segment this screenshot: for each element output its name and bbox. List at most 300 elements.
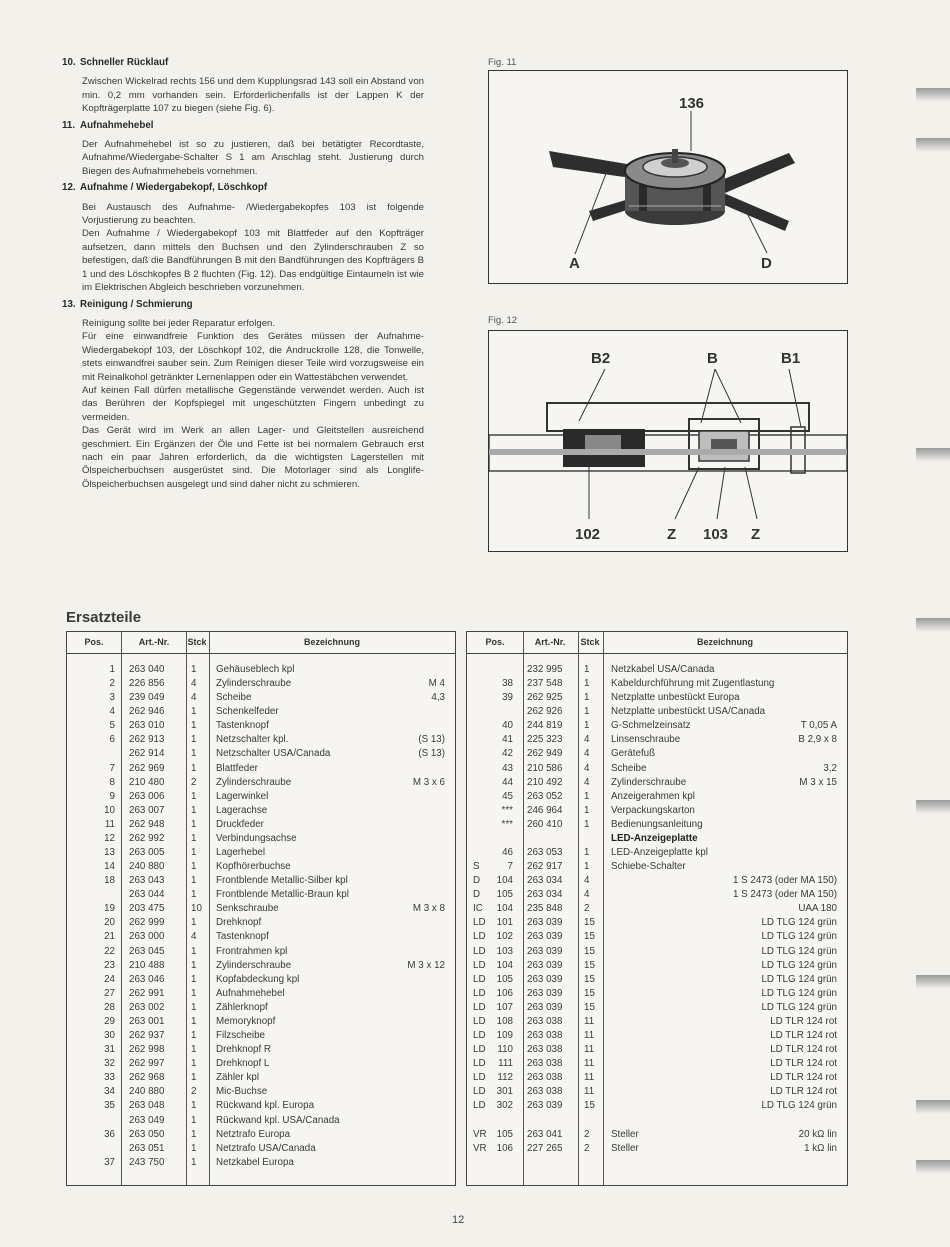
fig12-callout-z1: Z	[667, 526, 677, 543]
table-row	[467, 691, 847, 705]
cell-pos: 39	[502, 692, 513, 704]
cell-pos: 8	[109, 776, 115, 788]
cell-stck: 15	[584, 1100, 595, 1112]
cell-art: 262 926	[527, 706, 563, 718]
table-row	[467, 1128, 847, 1142]
cell-pos: 105	[496, 889, 513, 901]
cell-stck: 4	[584, 875, 590, 887]
section-number: 11.	[62, 119, 76, 131]
cell-pos: 106	[496, 1142, 513, 1154]
cell-art: 263 039	[527, 917, 563, 929]
fig11-drawing	[488, 70, 848, 284]
ersatzteile-title: Ersatzteile	[66, 609, 142, 626]
cell-stck: 1	[191, 734, 197, 746]
cell-art: 263 050	[129, 1128, 165, 1140]
table-row	[467, 1085, 847, 1099]
table-row	[67, 762, 455, 776]
cell-prefix: D	[473, 889, 481, 901]
cell-prefix: LD	[473, 973, 486, 985]
cell-spec: LD TLR 124 rot	[770, 1015, 837, 1027]
cell-desc: Zähler kpl	[216, 1072, 260, 1084]
cell-art: 262 914	[129, 748, 165, 760]
cell-desc: Drehknopf R	[216, 1044, 271, 1056]
cell-pos: 22	[104, 945, 115, 957]
section-number: 10.	[62, 57, 76, 68]
cell-art: 263 040	[129, 664, 165, 675]
cell-pos: 10	[104, 804, 115, 816]
table-row	[467, 705, 847, 719]
cell-spec: LD TLG 124 grün	[761, 987, 837, 999]
table-row	[467, 733, 847, 747]
table-row	[67, 776, 455, 790]
cell-stck: 1	[191, 720, 197, 732]
binder-tab	[916, 1160, 950, 1174]
table-row	[67, 846, 455, 860]
cell-desc: Netzkabel Europa	[216, 1156, 294, 1168]
cell-art: 263 039	[527, 973, 563, 985]
cell-art: 246 964	[527, 804, 563, 816]
cell-art: 263 044	[129, 889, 165, 901]
cell-pos: 9	[109, 790, 115, 802]
header-stck: Stck	[187, 637, 207, 647]
cell-art: 235 848	[527, 903, 563, 915]
cell-spec: 20 kΩ lin	[798, 1128, 837, 1140]
cell-stck: 2	[584, 1142, 590, 1154]
cell-pos: 105	[496, 1128, 513, 1140]
header-pos: Pos.	[485, 637, 505, 647]
cell-pos: 36	[104, 1128, 115, 1140]
fig12-callout-102: 102	[575, 526, 601, 543]
cell-stck: 1	[191, 664, 197, 675]
table-row	[67, 663, 455, 677]
cell-pos: 302	[496, 1100, 513, 1112]
cell-stck: 1	[191, 959, 197, 971]
fig12-callout-b2: B2	[591, 350, 611, 367]
cell-stck: 1	[191, 1044, 197, 1056]
table-row	[467, 1099, 847, 1113]
cell-stck: 1	[191, 1156, 197, 1168]
binder-tab	[916, 88, 950, 102]
cell-desc: Lagerwinkel	[216, 790, 269, 802]
cell-pos: 108	[496, 1015, 513, 1027]
table-row	[67, 888, 455, 902]
table-row	[67, 902, 455, 916]
cell-desc: Netzplatte unbestückt Europa	[611, 692, 740, 704]
table-row	[467, 832, 847, 846]
cell-pos: 35	[104, 1100, 115, 1112]
parts-table-right	[466, 631, 848, 1186]
cell-desc: Kopfabdeckung kpl	[216, 973, 300, 985]
cell-pos: 18	[104, 875, 115, 887]
cell-spec: LD TLR 124 rot	[770, 1030, 837, 1042]
table-row	[67, 1114, 455, 1128]
cell-prefix: LD	[473, 1015, 486, 1027]
cell-stck: 1	[584, 692, 590, 704]
cell-stck: 1	[584, 818, 590, 830]
cell-spec: B 2,9 x 8	[798, 734, 837, 746]
cell-art: 263 043	[129, 875, 165, 887]
cell-desc: Drehknopf L	[216, 1058, 270, 1070]
cell-stck: 1	[191, 1114, 197, 1126]
cell-art: 263 045	[129, 945, 165, 957]
cell-desc: Scheibe	[216, 692, 252, 704]
cell-spec: LD TLG 124 grün	[761, 959, 837, 971]
cell-pos: 21	[104, 931, 115, 943]
cell-spec: M 3 x 6	[412, 776, 445, 788]
cell-spec: 1 S 2473 (oder MA 150)	[732, 875, 837, 887]
section-number: 13.	[62, 298, 76, 310]
cell-desc: Senkschraube	[216, 903, 279, 915]
cell-pos: 30	[104, 1030, 115, 1042]
cell-desc: Filzscheibe	[216, 1030, 266, 1042]
table-row	[467, 1015, 847, 1029]
cell-desc: Frontblende Metallic-Silber kpl	[216, 875, 348, 887]
cell-desc: Tastenknopf	[216, 931, 269, 943]
table-row	[67, 1156, 455, 1170]
cell-desc: Frontrahmen kpl	[216, 945, 288, 957]
cell-spec: (S 13)	[418, 748, 445, 760]
cell-pos: 103	[496, 945, 513, 957]
binder-tab	[916, 448, 950, 462]
cell-desc: Aufnahmehebel	[216, 987, 285, 999]
cell-stck: 11	[584, 1072, 595, 1084]
cell-desc: Netzkabel USA/Canada	[611, 664, 715, 675]
cell-art: 210 488	[129, 959, 165, 971]
cell-stck: 15	[584, 917, 595, 929]
cell-desc: Lagerhebel	[216, 847, 266, 859]
cell-art: 263 005	[129, 847, 165, 859]
cell-desc: Zylinderschraube	[216, 776, 292, 788]
cell-art: 263 000	[129, 931, 165, 943]
cell-art: 262 968	[129, 1072, 165, 1084]
cell-art: 262 917	[527, 861, 563, 873]
cell-pos: ***	[501, 804, 513, 816]
section-text: Bei Austausch des Aufnahme- /Wiedergabekopfes 103 ist folgende Vorjustierung zu beachten. Den Aufnahme / Wiedergabekopf 103 mit Blattfeder auf den Kopfträger aufsetzen, dann mittels den Buchsen und den Zylinderschrauben Z so befestigen, daß die Bandführungen B mit den Bandführungen des Kopfträgers B 1 und des Löschkopfes B 2 fluchten (Fig. 12). Das endgültige Eintaumeln ist wie im Elektrischen Abgleich beschrieben vorzunehmen.	[82, 201, 424, 294]
cell-art: 263 049	[129, 1114, 165, 1126]
fig12-label: Fig. 12	[488, 315, 518, 326]
cell-art: 263 039	[527, 1100, 563, 1112]
table-row	[467, 973, 847, 987]
cell-desc: Scheibe	[611, 762, 647, 774]
table-row	[467, 677, 847, 691]
cell-stck: 15	[584, 973, 595, 985]
table-row	[67, 987, 455, 1001]
table-row	[67, 1128, 455, 1142]
page-number: 12	[452, 1214, 465, 1226]
header-pos: Pos.	[84, 637, 104, 647]
cell-stck: 15	[584, 1001, 595, 1013]
cell-desc: Netzschalter USA/Canada	[216, 748, 331, 760]
table-row	[67, 1015, 455, 1029]
cell-pos: 112	[497, 1072, 513, 1084]
header-art: Art.-Nr.	[534, 637, 566, 647]
cell-prefix: VR	[473, 1128, 487, 1140]
parts-table-left	[66, 631, 456, 1186]
section-text: Der Aufnahmehebel ist so zu justieren, daß bei betätigter Recordtaste, Aufnahme/Wiedergabe-Schalter S 1 am Anschlag steht. Justierung durch Biegen des Aufnahmehebels vornehmen.	[82, 139, 424, 177]
fig12-callout-103: 103	[703, 526, 729, 543]
cell-stck: 2	[584, 1128, 590, 1140]
cell-desc: Zählerknopf	[216, 1001, 268, 1013]
table-row	[67, 705, 455, 719]
table-row	[67, 832, 455, 846]
cell-stck: 1	[191, 790, 197, 802]
instruction-section	[62, 56, 424, 116]
cell-stck: 1	[584, 678, 590, 690]
cell-prefix: LD	[473, 931, 486, 943]
table-row	[467, 790, 847, 804]
cell-pos: 12	[104, 832, 115, 844]
section-text: Zwischen Wickelrad rechts 156 und dem Kupplungsrad 143 soll ein Abstand von min. 0,2 mm vorhanden sein. Erforderlichenfalls ist der Lappen K der Kopfträgerplatte 107 zu biegen (siehe Fig. 6).	[82, 76, 424, 115]
cell-prefix: LD	[473, 917, 486, 929]
section-heading	[62, 181, 424, 194]
table-header	[67, 632, 455, 654]
cell-art: 263 001	[129, 1015, 165, 1027]
cell-stck: 1	[191, 945, 197, 957]
cell-pos: 33	[104, 1072, 115, 1084]
cell-desc: G-Schmelzeinsatz	[611, 720, 691, 732]
cell-art: 260 410	[527, 818, 563, 830]
cell-stck: 4	[584, 748, 590, 760]
table-row	[67, 860, 455, 874]
section-title: Aufnahmehebel	[80, 119, 154, 131]
cell-desc: Netzplatte unbestückt USA/Canada	[611, 706, 766, 718]
cell-art: 262 925	[527, 692, 563, 704]
cell-pos: 109	[496, 1030, 513, 1042]
cell-stck: 1	[191, 1015, 197, 1027]
cell-pos: 37	[104, 1156, 115, 1168]
cell-stck: 1	[584, 804, 590, 816]
cell-art: 263 048	[129, 1100, 165, 1112]
cell-art: 263 034	[527, 889, 563, 901]
cell-desc: Zylinderschraube	[611, 776, 687, 788]
cell-art: 262 946	[129, 706, 165, 718]
cell-art: 203 475	[129, 903, 165, 915]
cell-art: 244 819	[527, 720, 563, 732]
cell-pos: 32	[104, 1058, 115, 1070]
cell-stck: 1	[191, 1100, 197, 1112]
cell-desc: Anzeigerahmen kpl	[611, 790, 695, 802]
table-row	[467, 818, 847, 832]
cell-stck: 1	[191, 1030, 197, 1042]
table-row	[67, 1029, 455, 1043]
table-row	[67, 719, 455, 733]
cell-art: 232 995	[527, 664, 563, 675]
section-title: Aufnahme / Wiedergabekopf, Löschkopf	[80, 182, 268, 194]
cell-stck: 1	[191, 762, 197, 774]
cell-stck: 1	[191, 1142, 197, 1154]
cell-desc: Lagerachse	[216, 804, 268, 816]
section-title: Schneller Rücklauf	[80, 57, 169, 68]
cell-desc: Zylinderschraube	[216, 678, 292, 690]
table-row	[67, 747, 455, 761]
cell-spec: M 3 x 8	[412, 903, 445, 915]
cell-desc: Memoryknopf	[216, 1015, 276, 1027]
table-row	[67, 1043, 455, 1057]
table-row	[467, 888, 847, 902]
section-number: 12.	[62, 182, 76, 194]
fig12-callout-b: B	[707, 350, 718, 367]
binder-tab	[916, 800, 950, 814]
cell-spec: M 3 x 12	[407, 959, 445, 971]
cell-stck: 15	[584, 945, 595, 957]
table-row	[467, 1114, 847, 1128]
cell-spec: LD TLR 124 rot	[770, 1086, 837, 1098]
cell-stck: 1	[584, 664, 590, 675]
cell-stck: 1	[191, 804, 197, 816]
cell-art: 226 856	[129, 678, 165, 690]
cell-art: 263 034	[527, 875, 563, 887]
cell-stck: 1	[191, 875, 197, 887]
fig11-label: Fig. 11	[488, 57, 517, 68]
table-row	[467, 916, 847, 930]
cell-spec: M 3 x 15	[799, 776, 837, 788]
section-title: Reinigung / Schmierung	[80, 298, 193, 310]
binder-tab	[916, 138, 950, 152]
cell-spec: LD TLG 124 grün	[761, 973, 837, 985]
fig11-callout-a: A	[569, 255, 580, 272]
cell-art: 262 969	[129, 762, 165, 774]
cell-art: 263 038	[527, 1058, 563, 1070]
cell-stck: 4	[584, 734, 590, 746]
cell-prefix: D	[473, 875, 481, 887]
table-row	[467, 860, 847, 874]
cell-desc: Verpackungskarton	[611, 804, 695, 816]
cell-art: 237 548	[527, 678, 563, 690]
cell-stck: 11	[584, 1044, 595, 1056]
cell-stck: 4	[584, 762, 590, 774]
table-row	[467, 1029, 847, 1043]
cell-art: 240 880	[129, 1086, 165, 1098]
cell-stck: 1	[584, 720, 590, 732]
cell-art: 263 038	[527, 1015, 563, 1027]
cell-pos: 20	[104, 917, 115, 929]
table-row	[67, 874, 455, 888]
fig12-callout-z2: Z	[751, 526, 761, 543]
cell-stck: 1	[584, 847, 590, 859]
cell-pos: 46	[502, 847, 513, 859]
cell-desc: Steller	[611, 1128, 639, 1140]
cell-art: 210 586	[527, 762, 563, 774]
header-art: Art.-Nr.	[138, 637, 170, 647]
cell-desc: Drehknopf	[216, 917, 262, 929]
cell-pos: 5	[109, 720, 115, 732]
cell-prefix: S	[473, 861, 480, 873]
cell-art: 243 750	[129, 1156, 165, 1168]
cell-stck: 1	[191, 832, 197, 844]
cell-prefix: LD	[473, 945, 486, 957]
cell-art: 262 998	[129, 1044, 165, 1056]
cell-pos: 1	[109, 664, 115, 675]
table-row	[467, 762, 847, 776]
cell-desc: Netztrafo Europa	[216, 1128, 291, 1140]
cell-desc: Bedienungsanleitung	[611, 818, 703, 830]
cell-pos: 42	[502, 748, 513, 760]
table-row	[67, 1142, 455, 1156]
table-row	[67, 1057, 455, 1071]
cell-stck: 2	[191, 776, 197, 788]
cell-stck: 4	[191, 692, 197, 704]
cell-spec: (S 13)	[418, 734, 445, 746]
instruction-section	[62, 119, 424, 179]
cell-spec: UAA 180	[798, 903, 837, 915]
cell-prefix: LD	[473, 987, 486, 999]
cell-art: 262 948	[129, 818, 165, 830]
cell-spec: 1 kΩ lin	[804, 1142, 837, 1154]
cell-pos: 111	[498, 1058, 513, 1070]
cell-pos: 4	[109, 706, 115, 718]
cell-desc: Gerätefuß	[611, 748, 656, 760]
cell-desc: Kopfhörerbuchse	[216, 861, 291, 873]
cell-pos: 13	[104, 847, 115, 859]
header-bez: Bezeichnung	[696, 637, 753, 647]
cell-spec: 1 S 2473 (oder MA 150)	[732, 889, 837, 901]
cell-desc: Linsenschraube	[611, 734, 681, 746]
cell-art: 263 051	[129, 1142, 165, 1154]
table-row	[467, 663, 847, 677]
instruction-section	[62, 181, 424, 294]
cell-desc: Netzschalter kpl.	[216, 734, 289, 746]
cell-art: 263 010	[129, 720, 165, 732]
cell-pos: 41	[502, 734, 513, 746]
cell-art: 263 002	[129, 1001, 165, 1013]
cell-stck: 11	[584, 1086, 595, 1098]
cell-desc: Verbindungsachse	[216, 832, 297, 844]
cell-stck: 1	[191, 818, 197, 830]
table-row	[467, 846, 847, 860]
fig12-callout-b1: B1	[781, 350, 801, 367]
cell-stck: 1	[191, 987, 197, 999]
table-row	[67, 1071, 455, 1085]
cell-art: 262 999	[129, 917, 165, 929]
cell-stck: 1	[191, 1058, 197, 1070]
fig12-drawing	[488, 330, 848, 552]
cell-pos: 106	[496, 987, 513, 999]
cell-spec: 4,3	[431, 692, 445, 704]
cell-spec: LD TLR 124 rot	[770, 1044, 837, 1056]
cell-prefix: LD	[473, 1086, 486, 1098]
cell-desc: Rückwand kpl. USA/Canada	[216, 1114, 340, 1126]
cell-pos: 29	[104, 1015, 115, 1027]
right-rows	[467, 663, 847, 1156]
cell-pos: 38	[502, 678, 513, 690]
cell-spec: LD TLG 124 grün	[761, 1100, 837, 1112]
instructions-column	[62, 56, 424, 494]
table-row	[67, 973, 455, 987]
table-row	[467, 804, 847, 818]
cell-art: 263 038	[527, 1044, 563, 1056]
cell-prefix: LD	[473, 1058, 486, 1070]
table-row	[467, 1057, 847, 1071]
cell-pos: 301	[496, 1086, 513, 1098]
cell-pos: 44	[502, 776, 513, 788]
cell-stck: 1	[584, 790, 590, 802]
cell-desc: Frontblende Metallic-Braun kpl	[216, 889, 349, 901]
cell-stck: 10	[191, 903, 202, 915]
cell-pos: 3	[109, 692, 115, 704]
cell-prefix: VR	[473, 1142, 487, 1154]
binder-tab	[916, 1100, 950, 1114]
cell-stck: 4	[584, 776, 590, 788]
binder-tab	[916, 618, 950, 632]
cell-art: 263 038	[527, 1030, 563, 1042]
cell-pos: 23	[104, 959, 115, 971]
cell-spec: LD TLR 124 rot	[770, 1058, 837, 1070]
cell-desc: LED-Anzeigeplatte	[611, 832, 698, 844]
cell-stck: 15	[584, 987, 595, 999]
cell-pos: 104	[496, 875, 513, 887]
section-heading	[62, 119, 424, 132]
cell-stck: 1	[191, 1128, 197, 1140]
